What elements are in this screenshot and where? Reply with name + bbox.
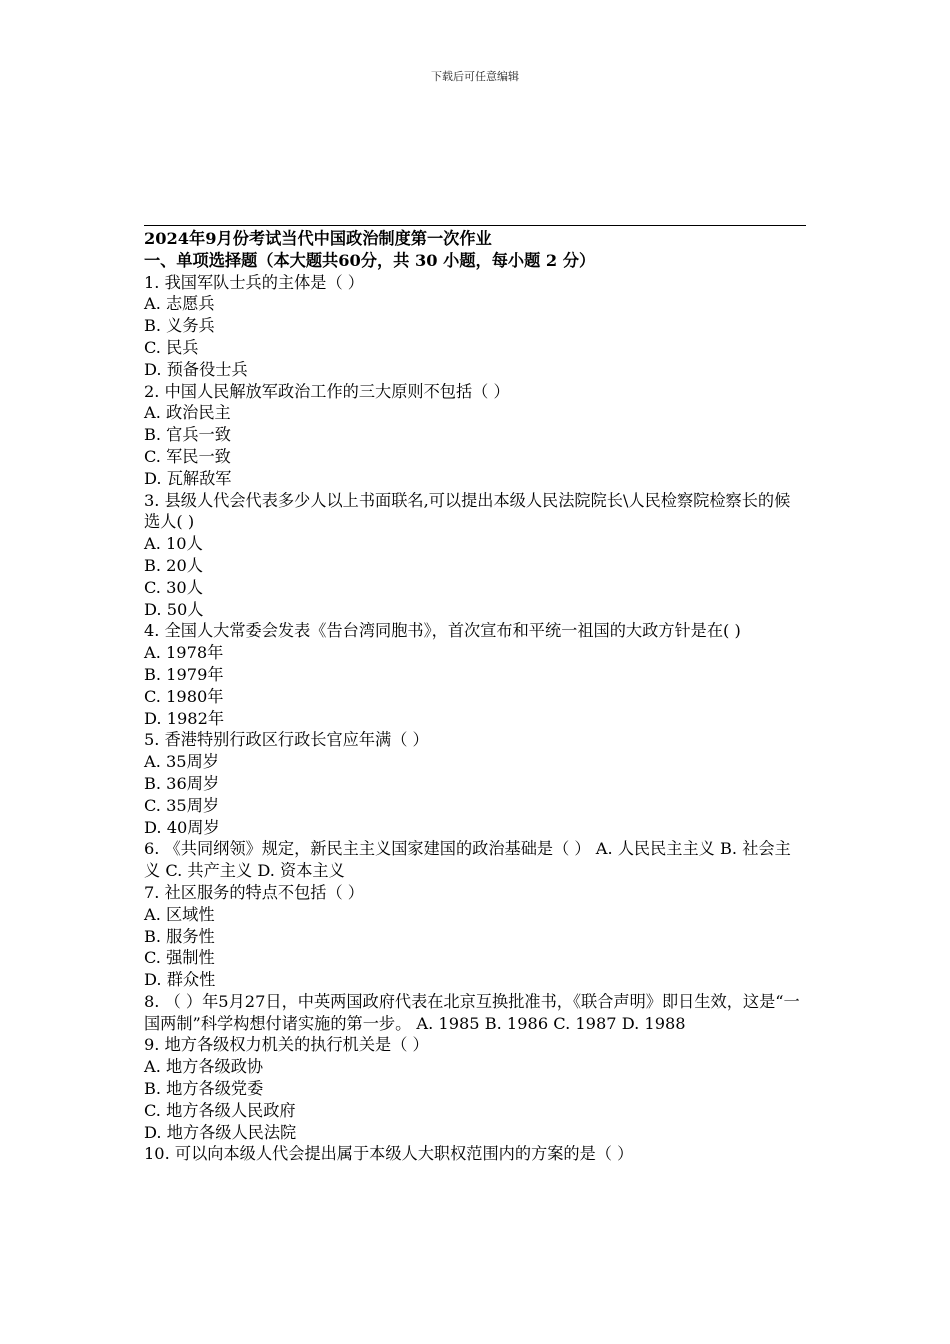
option-d: D. 群众性 bbox=[144, 970, 216, 990]
option-b: B. 1979年 bbox=[144, 664, 224, 684]
option-a: A. 政治民主 bbox=[144, 403, 231, 423]
option-c: C. 1980年 bbox=[144, 686, 224, 706]
question-stem: 3. 县级人代会代表多少人以上书面联名,可以提出本级人民法院院长\人民检察院检察长的候选人( ) bbox=[144, 490, 791, 532]
document-body bbox=[144, 228, 806, 1165]
header-note: 下载后可任意编辑 bbox=[431, 70, 519, 83]
option-d: D. 瓦解敌军 bbox=[144, 468, 232, 488]
question-stem: 5. 香港特别行政区行政长官应年满（ ） bbox=[144, 730, 429, 750]
option-d: D. 地方各级人民法院 bbox=[144, 1122, 297, 1142]
option-a: A. 地方各级政协 bbox=[144, 1057, 264, 1077]
option-c: C. 民兵 bbox=[144, 337, 199, 357]
option-b: B. 服务性 bbox=[144, 926, 215, 946]
question-5 bbox=[144, 729, 806, 838]
option-c: C. 强制性 bbox=[144, 948, 215, 968]
option-d: D. 1982年 bbox=[144, 708, 225, 728]
option-a: A. 志愿兵 bbox=[144, 294, 215, 314]
doc-title: 2024年9月份考试当代中国政治制度第一次作业 bbox=[144, 229, 492, 248]
option-d: D. 50人 bbox=[144, 599, 204, 619]
option-a: A. 10人 bbox=[144, 534, 203, 554]
question-stem: 8. （ ）年5月27日，中英两国政府代表在北京互换批准书，《联合声明》即日生效，这是“一国两制”科学构想付诸实施的第一步。 A. 1985 B. 1986 C. 1987 D. 1988 bbox=[144, 991, 800, 1033]
option-b: B. 官兵一致 bbox=[144, 425, 231, 445]
option-a: A. 1978年 bbox=[144, 643, 224, 663]
question-2 bbox=[144, 381, 806, 490]
option-a: A. 区域性 bbox=[144, 904, 215, 924]
question-9 bbox=[144, 1034, 806, 1143]
question-6 bbox=[144, 838, 806, 882]
option-a: A. 35周岁 bbox=[144, 752, 219, 772]
question-stem: 1. 我国军队士兵的主体是（ ） bbox=[144, 272, 364, 292]
question-stem: 10. 可以向本级人代会提出属于本级人大职权范围内的方案的是（ ） bbox=[144, 1144, 634, 1164]
option-b: B. 义务兵 bbox=[144, 316, 215, 336]
question-stem: 4. 全国人大常委会发表《告台湾同胞书》，首次宣布和平统一祖国的大政方针是在( ) bbox=[144, 621, 741, 641]
option-c: C. 军民一致 bbox=[144, 446, 231, 466]
header-rule bbox=[144, 225, 806, 226]
option-c: C. 35周岁 bbox=[144, 795, 220, 815]
option-b: B. 36周岁 bbox=[144, 773, 220, 793]
question-7 bbox=[144, 882, 806, 991]
question-3 bbox=[144, 490, 806, 621]
option-b: B. 20人 bbox=[144, 555, 203, 575]
question-stem: 2. 中国人民解放军政治工作的三大原则不包括（ ） bbox=[144, 381, 510, 401]
question-stem: 6. 《共同纲领》规定，新民主主义国家建国的政治基础是（ ） A. 人民民主主义 B. 社会主义 C. 共产主义 D. 资本主义 bbox=[144, 839, 791, 881]
section-heading: 一、单项选择题（本大题共60分，共 30 小题，每小题 2 分） bbox=[144, 250, 596, 270]
question-stem: 9. 地方各级权力机关的执行机关是（ ） bbox=[144, 1035, 429, 1055]
question-8 bbox=[144, 991, 806, 1035]
question-stem: 7. 社区服务的特点不包括（ ） bbox=[144, 882, 364, 902]
option-c: C. 30人 bbox=[144, 577, 203, 597]
option-d: D. 预备役士兵 bbox=[144, 359, 248, 379]
question-1 bbox=[144, 272, 806, 381]
option-b: B. 地方各级党委 bbox=[144, 1079, 264, 1099]
option-c: C. 地方各级人民政府 bbox=[144, 1100, 296, 1120]
question-4 bbox=[144, 620, 806, 729]
question-10 bbox=[144, 1143, 806, 1165]
option-d: D. 40周岁 bbox=[144, 817, 220, 837]
